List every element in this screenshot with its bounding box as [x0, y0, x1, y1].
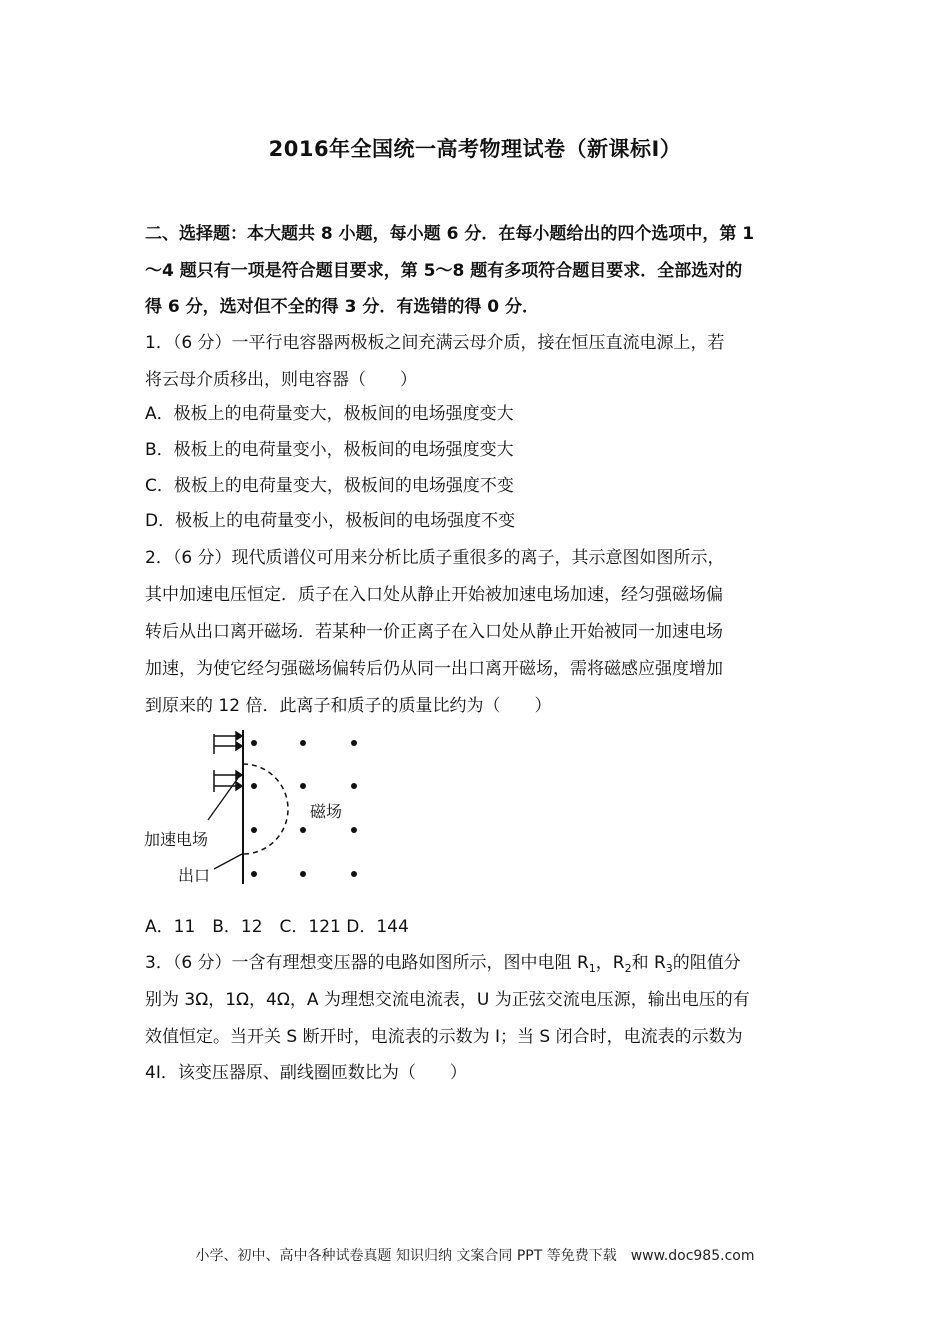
question-3-stem-line-2: 别为 3Ω，1Ω，4Ω，A 为理想交流电流表，U 为正弦交流电压源，输出电压的有 [145, 990, 750, 1010]
question-2-stem-line-4: 加速，为使它经匀强磁场偏转后仍从同一出口离开磁场，需将磁感应强度增加 [145, 659, 723, 679]
question-2-stem-line-1: 2．（6 分）现代质谱仪可用来分析比质子重很多的离子，其示意图如图所示， [145, 548, 725, 568]
accel-field-arrows [214, 732, 242, 790]
q3-text-c: 和 R [631, 953, 666, 973]
question-2-stem-line-2: 其中加速电压恒定．质子在入口处从静止开始被加速电场加速，经匀强磁场偏 [145, 585, 723, 605]
q3-text-b: ，R [595, 953, 625, 973]
question-1-stem-line-2: 将云母介质移出，则电容器（ ） [145, 370, 417, 390]
question-2-stem-line-3: 转后从出口离开磁场．若某种一价正离子在入口处从静止开始被同一加速电场 [145, 622, 723, 642]
question-3-stem-line-3: 效值恒定。当开关 S 断开时，电流表的示数为 I；当 S 闭合时，电流表的示数为 [145, 1027, 743, 1047]
question-3-stem-line-4: 4I．该变压器原、副线圈匝数比为（ ） [145, 1063, 467, 1083]
q3-text-a: 3．（6 分）一含有理想变压器的电路如图所示，图中电阻 R [145, 953, 589, 973]
accel-label-pointer [208, 778, 238, 820]
exit-label-pointer [214, 854, 242, 869]
r2-subscript: 2 [624, 962, 632, 975]
page-title: 2016年全国统一高考物理试卷（新课标Ⅰ） [268, 137, 682, 161]
mass-spectrometer-figure [140, 728, 370, 888]
question-3-stem-line-1 [145, 953, 741, 975]
r1-subscript: 1 [588, 962, 596, 975]
question-1-option-c: C．极板上的电荷量变大，极板间的电场强度不变 [145, 476, 514, 496]
r3-subscript: 3 [665, 962, 673, 975]
question-1-option-a: A．极板上的电荷量变大，极板间的电场强度变大 [145, 404, 514, 424]
question-1-stem-line-1: 1．（6 分）一平行电容器两极板之间充满云母介质，接在恒压直流电源上，若 [145, 333, 725, 353]
page-footer: 小学、初中、高中各种试卷真题 知识归纳 文案合同 PPT 等免费下载 www.doc985.com [195, 1248, 755, 1264]
section-instructions-line-3: 得 6 分，选对但不全的得 3 分．有选错的得 0 分． [145, 297, 539, 317]
question-2-stem-line-5: 到原来的 12 倍．此离子和质子的质量比约为（ ） [145, 696, 552, 716]
accel-field-label: 加速电场 [144, 830, 209, 849]
section-instructions-line-2: ～4 题只有一项是符合题目要求，第 5～8 题有多项符合题目要求．全部选对的 [145, 261, 743, 281]
section-instructions-line-1: 二、选择题：本大题共 8 小题，每小题 6 分．在每小题给出的四个选项中，第 1 [145, 224, 755, 244]
q3-text-d: 的阻值分 [672, 953, 741, 973]
magnetic-field-label: 磁场 [310, 802, 343, 821]
question-1-option-b: B．极板上的电荷量变小，极板间的电场强度变大 [145, 440, 514, 460]
exit-label: 出口 [178, 866, 211, 885]
question-1-option-d: D．极板上的电荷量变小，极板间的电场强度不变 [145, 511, 516, 531]
ion-path-dashed [243, 764, 288, 854]
question-2-options: A．11 B．12 C．121 D．144 [145, 917, 409, 937]
